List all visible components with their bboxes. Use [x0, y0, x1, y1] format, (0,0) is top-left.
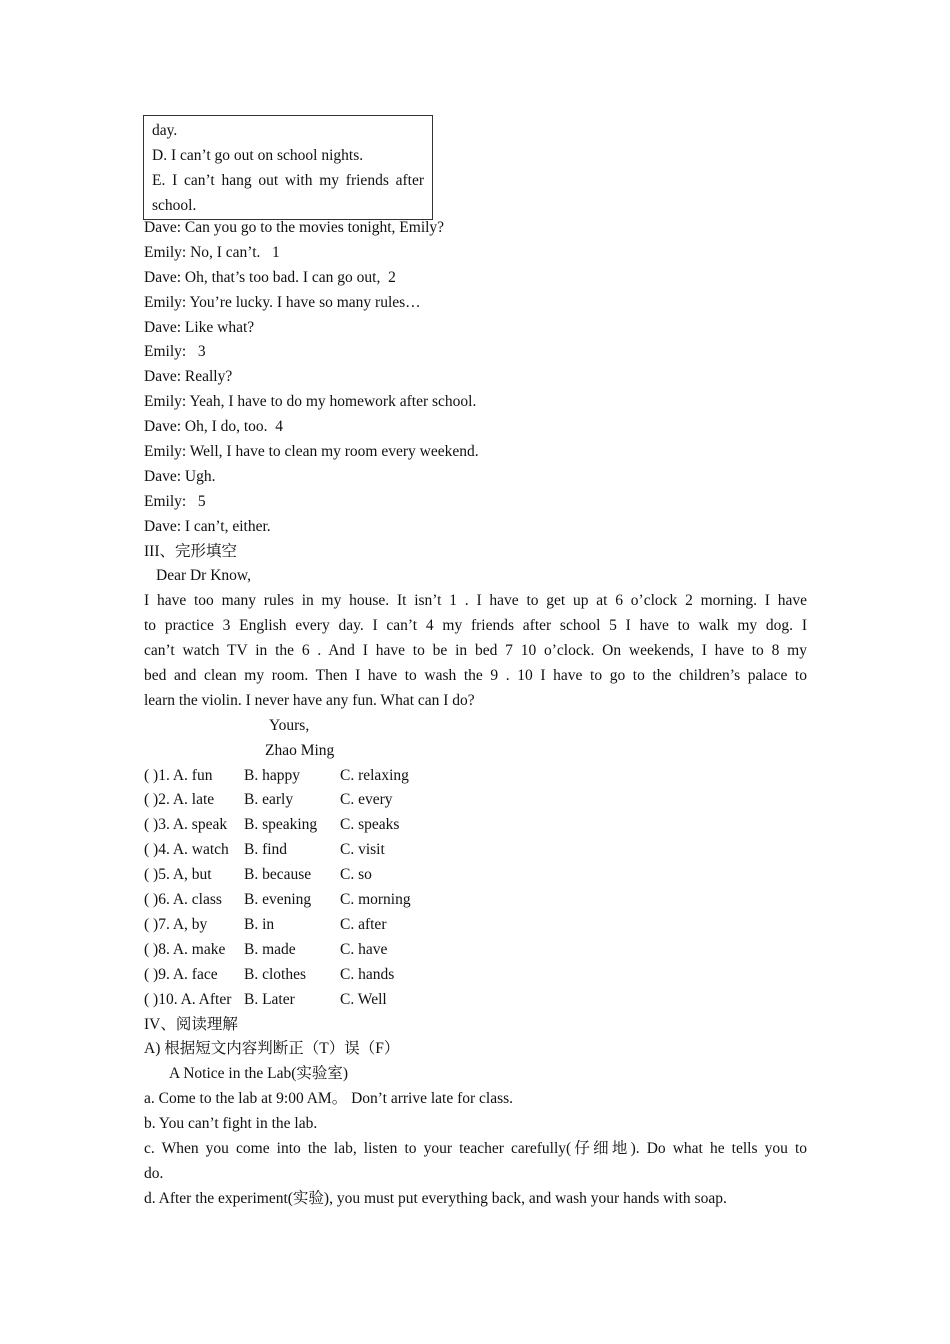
notice-item: b. You can’t fight in the lab. — [144, 1115, 318, 1133]
dialogue-line: Dave: Really? — [144, 368, 233, 386]
option-b: B. clothes — [244, 965, 306, 983]
dialogue-line: Emily: Yeah, I have to do my homework after school. — [144, 393, 477, 411]
content-lines — [144, 216, 807, 1212]
option-c: C. so — [340, 866, 372, 884]
letter-greeting: Dear Dr Know, — [156, 567, 251, 585]
option-b: B. evening — [244, 891, 312, 909]
dialogue-line: Emily: Well, I have to clean my room every weekend. — [144, 443, 479, 461]
letter-line: bed and clean my room. Then I have to wash the 9 . 10 I have to go to the children’s palace to — [144, 667, 807, 685]
option-b: B. find — [244, 841, 288, 859]
notice-item: a. Come to the lab at 9:00 AM。 Don’t arrive late for class. — [144, 1090, 514, 1108]
section-heading: IV、阅读理解 — [144, 1015, 238, 1033]
question-line — [144, 764, 807, 789]
dialogue-line: Dave: Ugh. — [144, 467, 216, 485]
option-a: ( )4. A. watch — [144, 841, 229, 859]
option-b: B. made — [244, 940, 296, 958]
section-heading: III、完形填空 — [144, 542, 237, 560]
dialogue-line: Emily: 3 — [144, 343, 206, 361]
question-line — [144, 813, 807, 838]
question-line — [144, 788, 807, 813]
option-b: B. early — [244, 791, 294, 809]
instruction: A) 根据短文内容判断正（T）误（F） — [144, 1040, 400, 1058]
box-line: day. — [152, 122, 178, 139]
option-c: C. relaxing — [340, 766, 409, 784]
letter-line: to practice 3 English every day. I can’t 4 my friends after school 5 I have to walk my dog. I — [144, 617, 807, 635]
option-b: B. happy — [244, 766, 300, 784]
option-b: B. speaking — [244, 816, 318, 834]
question-line — [144, 988, 807, 1013]
question-line — [144, 863, 807, 888]
question-line — [144, 838, 807, 863]
question-line — [144, 913, 807, 938]
option-b: B. Later — [244, 990, 295, 1008]
letter-signature: Zhao Ming — [265, 741, 335, 759]
box-line: E. I can’t hang out with my friends after — [152, 172, 424, 189]
question-line — [144, 963, 807, 988]
dialogue-line: Emily: You’re lucky. I have so many rules… — [144, 293, 421, 311]
box-line: school. — [152, 197, 197, 214]
notice-item: d. After the experiment(实验), you must put everything back, and wash your hands with soap. — [144, 1189, 727, 1207]
letter-line: can’t watch TV in the 6 . And I have to be in bed 7 10 o’clock. On weekends, I have to 8 my — [144, 642, 807, 660]
option-b: B. in — [244, 915, 275, 933]
question-line — [144, 938, 807, 963]
letter-line: learn the violin. I never have any fun. What can I do? — [144, 691, 475, 709]
option-a: ( )5. A, but — [144, 866, 212, 884]
option-a: ( )9. A. face — [144, 965, 218, 983]
option-c: C. hands — [340, 965, 395, 983]
dialogue-line: Dave: Can you go to the movies tonight, Emily? — [144, 219, 445, 236]
option-c: C. every — [340, 791, 393, 809]
dialogue-line: Emily: No, I can’t. 1 — [144, 243, 280, 261]
option-b: B. because — [244, 866, 312, 884]
option-c: C. visit — [340, 841, 385, 859]
option-c: C. morning — [340, 891, 411, 909]
notice-item: c. When you come into the lab, listen to your teacher carefully(仔细地). Do what he tells you to — [144, 1139, 807, 1157]
option-a: ( )10. A. After — [144, 990, 232, 1008]
option-a: ( )2. A. late — [144, 791, 215, 809]
option-a: ( )6. A. class — [144, 891, 222, 909]
dialogue-line: Dave: Like what? — [144, 318, 255, 336]
options-box — [143, 115, 433, 220]
letter-line: I have too many rules in my house. It isn’t 1 . I have to get up at 6 o’clock 2 morning. I have — [144, 592, 807, 610]
question-line — [144, 888, 807, 913]
dialogue-line: Dave: Oh, that’s too bad. I can go out, 2 — [144, 268, 396, 286]
option-c: C. speaks — [340, 816, 400, 834]
option-a: ( )7. A, by — [144, 915, 208, 933]
letter-closing: Yours, — [269, 716, 310, 734]
option-c: C. after — [340, 915, 387, 933]
box-line: D. I can’t go out on school nights. — [152, 147, 364, 164]
notice-title: A Notice in the Lab(实验室) — [169, 1065, 349, 1083]
option-c: C. have — [340, 940, 388, 958]
dialogue-line: Dave: Oh, I do, too. 4 — [144, 418, 284, 436]
dialogue-line: Emily: 5 — [144, 492, 206, 510]
option-c: C. Well — [340, 990, 387, 1008]
option-a: ( )3. A. speak — [144, 816, 228, 834]
option-a: ( )1. A. fun — [144, 766, 213, 784]
option-a: ( )8. A. make — [144, 940, 226, 958]
notice-item: do. — [144, 1164, 164, 1182]
dialogue-line: Dave: I can’t, either. — [144, 517, 271, 535]
